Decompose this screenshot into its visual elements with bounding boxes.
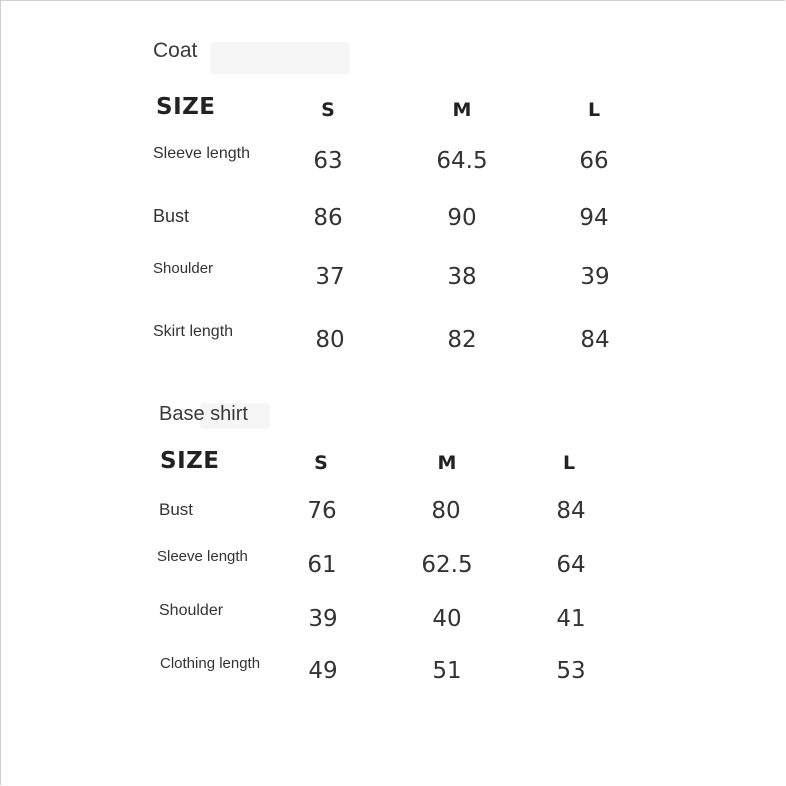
coat-value-s: 80 [315,327,345,353]
coat-value-m: 38 [447,264,477,290]
coat-col-s: S [321,99,335,121]
base-shirt-col-s: S [314,452,328,474]
coat-row-label: Skirt length [153,323,234,340]
coat-size-header: SIZE [156,94,216,120]
base-shirt-col-m: M [437,452,457,474]
coat-value-s: 86 [313,205,343,231]
base-shirt-row-label: Shoulder [159,602,224,619]
coat-title: Coat [153,39,198,62]
coat-value-s: 37 [315,264,345,290]
base-shirt-title: Base shirt [159,403,248,425]
base-shirt-value-m: 51 [432,658,462,684]
base-shirt-value-m: 80 [431,498,461,524]
base-shirt-value-l: 64 [556,552,586,578]
coat-row-label: Shoulder [153,260,214,277]
coat-col-m: M [452,99,472,121]
coat-value-m: 82 [447,327,477,353]
base-shirt-value-l: 84 [556,498,586,524]
coat-row-label: Bust [153,206,190,226]
base-shirt-value-s: 76 [307,498,337,524]
coat-value-l: 66 [579,148,609,174]
base-shirt-value-s: 39 [308,606,338,632]
base-shirt-value-l: 53 [556,658,586,684]
base-shirt-value-s: 49 [308,658,338,684]
base-shirt-value-m: 40 [432,606,462,632]
base-shirt-value-s: 61 [307,552,337,578]
base-shirt-row-label: Clothing length [160,655,261,672]
base-shirt-value-m: 62.5 [421,552,473,578]
coat-value-l: 94 [579,205,609,231]
coat-col-l: L [587,99,601,121]
base-shirt-col-l: L [562,452,576,474]
coat-value-l: 39 [580,264,610,290]
base-shirt-size-header: SIZE [160,448,220,474]
base-shirt-row-label: Bust [159,500,194,519]
coat-value-s: 63 [313,148,343,174]
coat-value-m: 90 [447,205,477,231]
base-shirt-value-l: 41 [556,606,586,632]
base-shirt-row-label: Sleeve length [157,548,248,565]
coat-value-l: 84 [580,327,610,353]
coat-row-label: Sleeve length [153,145,250,162]
coat-value-m: 64.5 [436,148,488,174]
faded-text-mark [210,42,350,74]
